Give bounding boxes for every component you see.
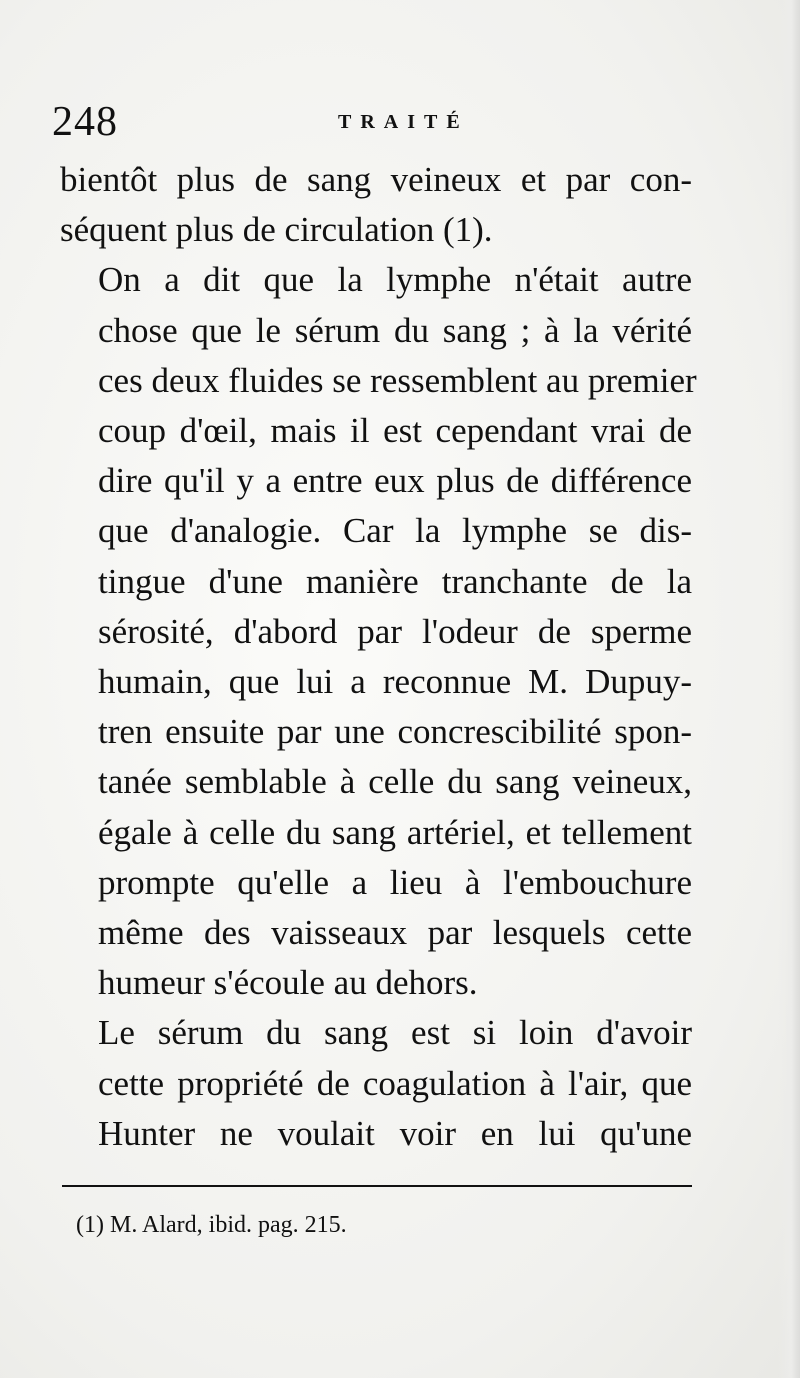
text-line: cette propriété de coagulation à l'air, que (98, 1063, 692, 1103)
text-line: tanée semblable à celle du sang veineux, (98, 762, 692, 802)
text-line: ces deux fluides se ressemblent au premier (98, 360, 697, 400)
footnote: (1) M. Alard, ibid. pag. 215. (76, 1212, 347, 1238)
paragraph-2 (60, 255, 697, 1008)
text-line: humain, que lui a reconnue M. Dupuy- (98, 662, 692, 702)
text-line: prompte qu'elle a lieu à l'embouchure (98, 862, 692, 902)
footnote-rule (62, 1185, 692, 1187)
page-header (52, 100, 692, 144)
text-line: coup d'œil, mais il est cependant vrai de (98, 411, 692, 451)
paragraph-3 (60, 1008, 692, 1159)
paragraph-1 (60, 155, 692, 255)
text-line: séquent plus de circulation (1). (60, 210, 493, 250)
text-line: sérosité, d'abord par l'odeur de sperme (98, 611, 692, 651)
text-line: Le sérum du sang est si loin d'avoir (98, 1013, 692, 1053)
text-line: même des vaisseaux par lesquels cette (98, 913, 692, 953)
text-line: égale à celle du sang artériel, et tellement (98, 812, 692, 852)
text-line: que d'analogie. Car la lymphe se dis- (98, 511, 692, 551)
page-edge-shadow (778, 0, 800, 1378)
text-line: chose que le sérum du sang ; à la vérité (98, 310, 692, 350)
text-line: dire qu'il y a entre eux plus de différence (98, 461, 692, 501)
text-line: tren ensuite par une concrescibilité spon- (98, 712, 692, 752)
main-text (60, 155, 697, 1159)
text-line: On a dit que la lymphe n'était autre (98, 260, 692, 300)
text-line: tingue d'une manière tranchante de la (98, 561, 692, 601)
page-number: 248 (52, 99, 118, 145)
running-title: TRAITÉ (338, 111, 469, 133)
text-line: Hunter ne voulait voir en lui qu'une (98, 1113, 692, 1153)
text-line: bientôt plus de sang veineux et par con- (60, 160, 692, 199)
text-line: humeur s'écoule au dehors. (98, 963, 478, 1003)
